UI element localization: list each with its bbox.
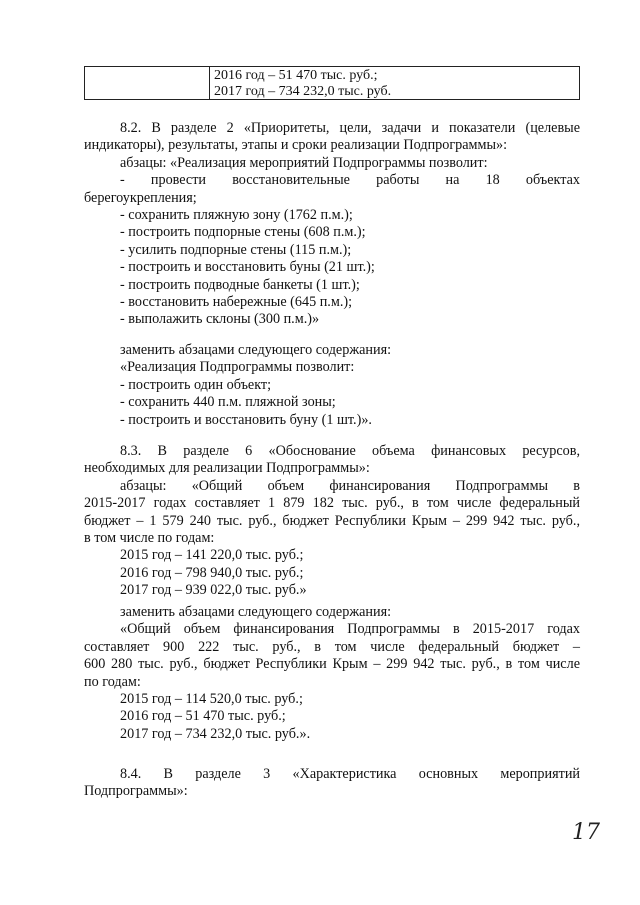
list-item: - построить подводные банкеты (1 шт.); bbox=[120, 276, 360, 293]
new-text-line: «Общий объем финансирования Подпрограммы в 2015-2017 годах bbox=[120, 621, 580, 638]
new-text-line: по годам: bbox=[84, 673, 141, 690]
year-line: 2015 год – 141 220,0 тыс. руб.; bbox=[120, 547, 304, 564]
new-text-line: составляет 900 222 тыс. руб., в том числе федеральный бюджет – bbox=[84, 638, 580, 655]
table-cell-empty bbox=[85, 67, 210, 99]
section-8-3-replacement bbox=[84, 604, 580, 743]
new-text-line: «Реализация Подпрограммы позволит: bbox=[120, 359, 355, 376]
replace-heading: заменить абзацами следующего содержания: bbox=[120, 342, 392, 358]
list-item: - построить и восстановить буны (21 шт.); bbox=[120, 259, 375, 276]
s83-line-6: в том числе по годам: bbox=[84, 530, 215, 547]
s82-line-4: - провести восстановительные работы на 18 объектах bbox=[120, 172, 580, 189]
handwritten-page-number: 17 bbox=[572, 820, 600, 845]
list-item: - восстановить набережные (645 п.м.); bbox=[120, 294, 353, 311]
section-8-4 bbox=[84, 766, 580, 801]
new-text-line: 600 280 тыс. руб., бюджет Республики Крым – 299 942 тыс. руб., в том числе bbox=[84, 656, 580, 673]
s82-line-1: 8.2. В разделе 2 «Приоритеты, цели, задачи и показатели (целевые bbox=[120, 120, 580, 136]
s83-line-1: 8.3. В разделе 6 «Обоснование объема финансовых ресурсов, bbox=[120, 443, 580, 459]
section-8-2 bbox=[84, 120, 580, 329]
s84-line-2: Подпрограммы»: bbox=[84, 783, 188, 800]
list-item: - сохранить пляжную зону (1762 п.м.); bbox=[120, 207, 353, 224]
s83-line-4: 2015-2017 годах составляет 1 879 182 тыс. руб., в том числе федеральный bbox=[84, 495, 580, 512]
new-text-line: - построить и восстановить буну (1 шт.)». bbox=[120, 411, 372, 428]
replace-heading: заменить абзацами следующего содержания: bbox=[120, 604, 392, 620]
list-item: - выполажить склоны (300 п.м.)» bbox=[120, 311, 320, 328]
s83-line-2: необходимых для реализации Подпрограммы»: bbox=[84, 460, 370, 477]
s82-line-5: берегоукрепления; bbox=[84, 189, 197, 206]
list-item: - построить подпорные стены (608 п.м.); bbox=[120, 224, 366, 241]
s82-line-2: индикаторы), результаты, этапы и сроки реализации Подпрограммы»: bbox=[84, 137, 508, 154]
year-line: 2016 год – 798 940,0 тыс. руб.; bbox=[120, 564, 304, 581]
table-line-2016: 2016 год – 51 470 тыс. руб.; bbox=[214, 68, 378, 83]
table-cell-years bbox=[210, 67, 579, 99]
year-line: 2017 год – 734 232,0 тыс. руб.». bbox=[120, 725, 311, 742]
s84-line-1: 8.4. В разделе 3 «Характеристика основных мероприятий bbox=[120, 766, 580, 782]
s83-line-3: абзацы: «Общий объем финансирования Подпрограммы в bbox=[120, 477, 580, 494]
year-line: 2017 год – 939 022,0 тыс. руб.» bbox=[120, 582, 307, 599]
budget-table-fragment bbox=[84, 66, 580, 100]
s82-line-3: абзацы: «Реализация мероприятий Подпрограммы позволит: bbox=[120, 154, 488, 171]
s83-line-5: бюджет – 1 579 240 тыс. руб., бюджет Республики Крым – 299 942 тыс. руб., bbox=[84, 512, 580, 529]
year-line: 2016 год – 51 470 тыс. руб.; bbox=[120, 708, 286, 725]
section-8-2-replacement bbox=[84, 342, 580, 429]
year-line: 2015 год – 114 520,0 тыс. руб.; bbox=[120, 691, 303, 708]
new-text-line: - построить один объект; bbox=[120, 376, 272, 393]
list-item: - усилить подпорные стены (115 п.м.); bbox=[120, 241, 352, 258]
table-line-2017: 2017 год – 734 232,0 тыс. руб. bbox=[214, 84, 392, 99]
section-8-3 bbox=[84, 443, 580, 600]
new-text-line: - сохранить 440 п.м. пляжной зоны; bbox=[120, 394, 336, 411]
